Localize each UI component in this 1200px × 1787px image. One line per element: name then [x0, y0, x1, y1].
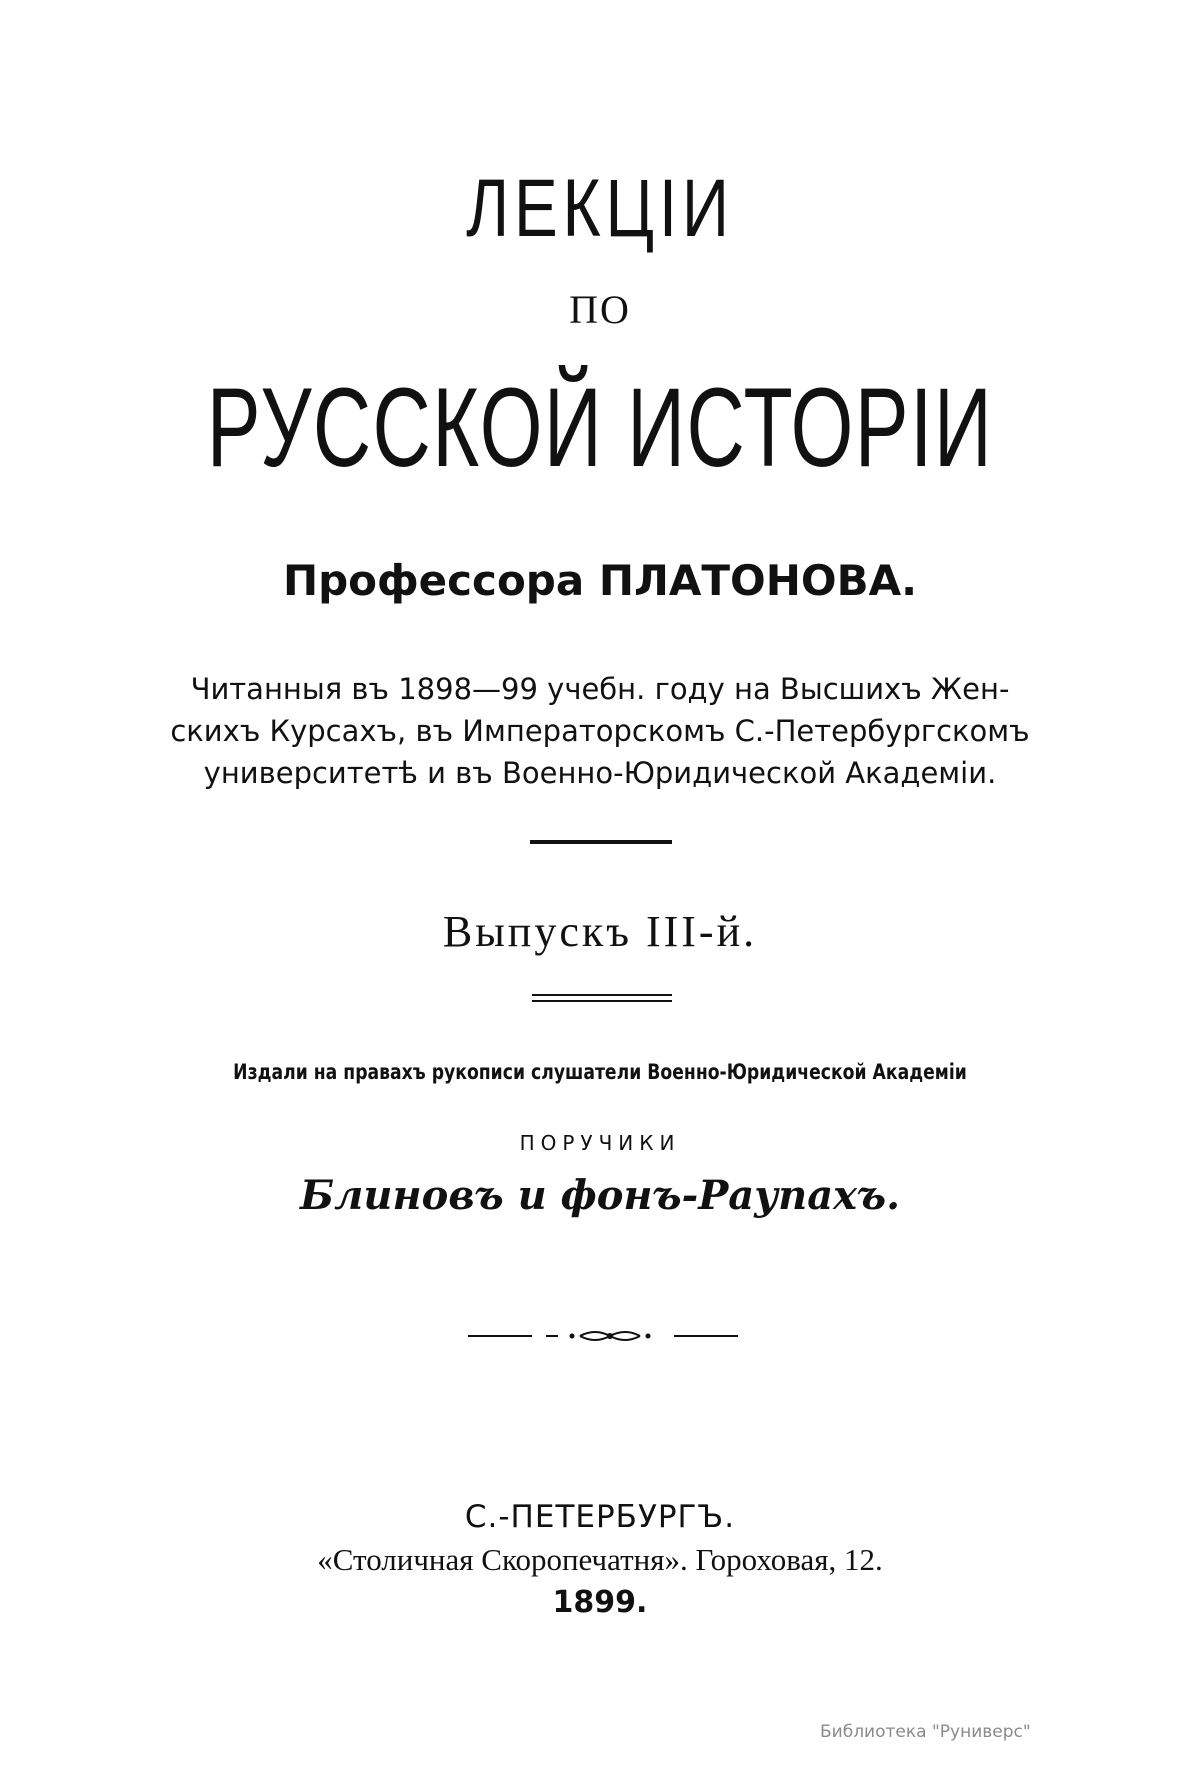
description-line-1: Читанныя въ 1898—99 учебн. году на Высшихъ Жен-: [190, 672, 1010, 706]
double-rule-top: [532, 994, 672, 996]
description-block: [0, 668, 1200, 794]
publisher-note: Издали на правахъ рукописи слушатели Военно-Юридической Академіи: [233, 1060, 967, 1084]
ornament-divider: [460, 1326, 760, 1346]
imprint-city: С.-ПЕТЕРБУРГЪ.: [464, 1499, 736, 1535]
issue-line: Выпускъ III-й.: [442, 907, 758, 956]
description-line-2: скихъ Курсахъ, въ Императорскомъ С.-Петербургскомъ: [170, 714, 1030, 748]
author-line: Профессора ПЛАТОНОВА.: [282, 556, 918, 605]
title-line-1: ЛЕКЦІИ: [466, 163, 734, 254]
rank-label: ПОРУЧИКИ: [519, 1131, 681, 1155]
imprint-printer: «Столичная Скоропечатня». Гороховая, 12.: [317, 1542, 883, 1577]
ornament-dot-left: [570, 1334, 575, 1339]
divider-rule: [530, 840, 672, 844]
description-line-3: университетѣ и въ Военно-Юридической Академіи.: [203, 756, 997, 790]
title-line-2: ПО: [569, 287, 631, 332]
library-watermark: Библиотека "Руниверс": [820, 1722, 1031, 1742]
imprint-year: 1899.: [552, 1585, 648, 1620]
ornament-dot-center: [607, 1333, 613, 1339]
ornament-dot-right: [646, 1334, 651, 1339]
title-line-3: РУССКОЙ ИСТОРІИ: [206, 365, 994, 490]
double-rule-bottom: [532, 1000, 672, 1002]
editors-names: Блиновъ и фонъ-Раупахъ.: [299, 1172, 901, 1219]
